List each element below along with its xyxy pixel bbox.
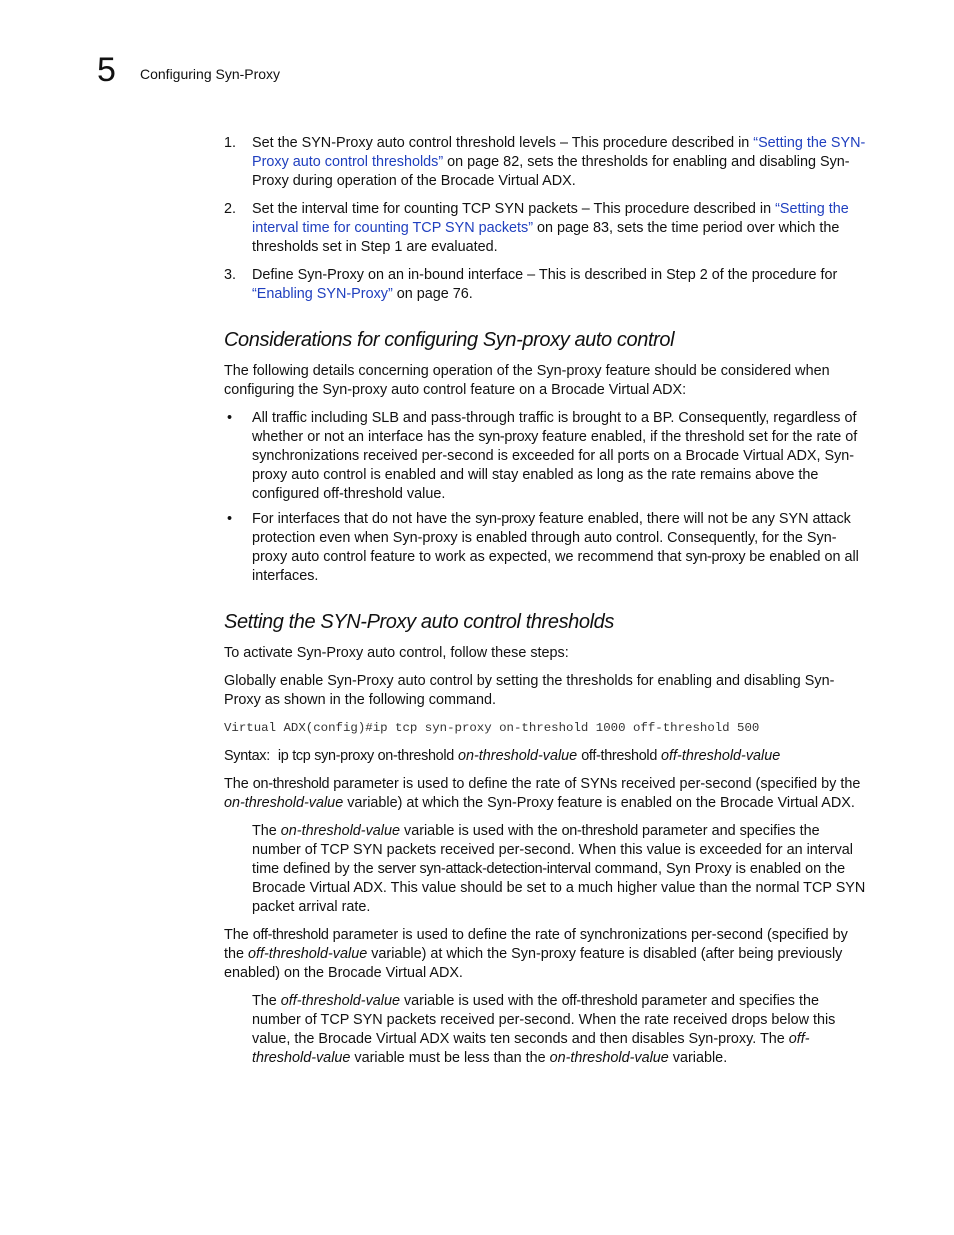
off-threshold-value-description — [224, 992, 870, 1068]
on-threshold-description — [224, 775, 870, 813]
paragraph-globally-enable: Globally enable Syn-Proxy auto control by setting the thresholds for enabling and disabling Syn-Proxy as shown in the following command. — [224, 673, 835, 708]
on-threshold-value-description — [224, 822, 870, 917]
keyword: syn-proxy — [475, 511, 535, 527]
link-enabling-syn-proxy[interactable]: “Enabling SYN-Proxy” — [252, 286, 393, 302]
text: The — [252, 993, 281, 1009]
syntax-variable: on-threshold-value — [457, 748, 578, 764]
keyword: syn-proxy — [685, 549, 746, 565]
variable: off-threshold-value — [280, 993, 400, 1009]
text: feature enabled, if the threshold set for the rate of synchronizations received per-second is exceeded for all ports on a Brocade Virtual ADX, Syn-proxy auto control is enabled and will stay enabled as long as the rate remains above the configured off-threshold value. — [252, 429, 858, 502]
text: For interfaces that do not have the — [252, 511, 476, 527]
command-example: Virtual ADX(config)#ip tcp syn-proxy on-threshold 1000 off-threshold 500 — [224, 721, 760, 735]
link-setting-thresholds[interactable]: “Setting the SYN-Proxy auto control thresholds” — [252, 135, 866, 170]
syntax-label: Syntax: — [224, 748, 270, 764]
step-1 — [224, 134, 870, 191]
variable: off-threshold-value — [252, 1031, 810, 1066]
procedure-steps — [224, 134, 870, 304]
step-text: Define Syn-Proxy on an in-bound interface – This is described in Step 2 of the procedure for — [252, 267, 838, 283]
text: variable. — [668, 1050, 728, 1066]
text: variable) at which the Syn-proxy feature is disabled (after being previously enabled) on the Brocade Virtual ADX. — [224, 946, 843, 981]
keyword: on-threshold — [252, 776, 330, 792]
keyword: on-threshold — [561, 823, 638, 839]
chapter-title: Configuring Syn-Proxy — [140, 66, 281, 82]
text: parameter is used to define the rate of SYNs received per-second (specified by the — [329, 776, 861, 792]
step-number: 2. — [224, 201, 237, 217]
chapter-number: 5 — [97, 51, 116, 89]
text: All traffic including SLB and pass-through traffic is brought to a BP. Consequently, regardless of whether or not an interface has the — [252, 410, 857, 445]
text: variable is used with the — [399, 993, 562, 1009]
syntax-command: ip tcp syn-proxy on-threshold — [277, 748, 454, 764]
bullet-icon: • — [227, 511, 233, 527]
text: The — [224, 927, 253, 943]
step-3 — [224, 266, 870, 304]
off-threshold-description — [224, 926, 870, 983]
text: variable) at which the Syn-Proxy feature is enabled on the Brocade Virtual ADX. — [343, 795, 855, 811]
text: variable is used with the — [400, 823, 562, 839]
step-text: on page 82, sets the thresholds for enabling and disabling Syn-Proxy during operation of the Brocade Virtual ADX. — [252, 154, 850, 189]
bullet-icon: • — [227, 410, 233, 426]
section-heading-thresholds: Setting the SYN-Proxy auto control thresholds — [224, 611, 614, 633]
step-2 — [224, 200, 870, 257]
syntax-variable: off-threshold-value — [661, 748, 781, 764]
text: variable must be less than the — [350, 1050, 550, 1066]
list-item — [224, 510, 870, 586]
list-item — [224, 409, 870, 504]
keyword: syn-proxy — [478, 429, 539, 445]
text: command, Syn Proxy is enabled on the Brocade Virtual ADX. This value should be set to a much higher value than the normal TCP SYN packet arrival rate. — [252, 861, 866, 915]
variable: on-threshold-value — [224, 795, 344, 811]
text: The — [252, 823, 281, 839]
variable: on-threshold-value — [549, 1050, 669, 1066]
step-text: on page 83, sets the time period over which the thresholds set in Step 1 are evaluated. — [252, 220, 840, 255]
considerations-list — [224, 409, 870, 586]
paragraph-activate: To activate Syn-Proxy auto control, follow these steps: — [224, 645, 569, 661]
link-interval-time[interactable]: “Setting the interval time for counting TCP SYN packets” — [252, 201, 849, 236]
text: The — [224, 776, 253, 792]
text: parameter and specifies the number of TCP SYN packets received per-second. When the rate received drops below this value, the Brocade Virtual ADX waits ten seconds and then disables Syn-proxy. The — [252, 993, 836, 1047]
section-heading-considerations: Considerations for configuring Syn-proxy auto control — [224, 329, 675, 351]
text: be enabled on all interfaces. — [252, 549, 859, 584]
text: parameter and specifies the number of TCP SYN packets received per-second. When this value is exceeded for an interval time defined by the — [252, 823, 853, 877]
step-text: Set the interval time for counting TCP SYN packets – This procedure described in — [252, 201, 776, 217]
keyword: off-threshold — [252, 927, 329, 943]
text: parameter is used to define the rate of synchronizations per-second (specified by the — [224, 927, 848, 962]
syntax-keyword: off-threshold — [581, 748, 658, 764]
keyword: server syn-attack-detection-interval — [377, 861, 591, 877]
considerations-intro: The following details concerning operation of the Syn-proxy feature should be considered when configuring the Syn-proxy auto control feature on a Brocade Virtual ADX: — [224, 363, 830, 398]
variable: off-threshold-value — [248, 946, 368, 962]
step-number: 3. — [224, 267, 237, 283]
step-text: on page 76. — [392, 286, 473, 302]
syntax-line — [224, 747, 870, 766]
step-number: 1. — [224, 135, 237, 151]
page-content — [224, 134, 870, 1077]
variable: on-threshold-value — [280, 823, 400, 839]
step-text: Set the SYN-Proxy auto control threshold levels – This procedure described in — [252, 135, 754, 151]
keyword: off-threshold — [561, 993, 638, 1009]
text: feature enabled, there will not be any SYN attack protection even when Syn-proxy is enabled through auto control. Consequently, for the Syn-proxy auto control feature to work as expected, we recommend that — [252, 511, 851, 565]
